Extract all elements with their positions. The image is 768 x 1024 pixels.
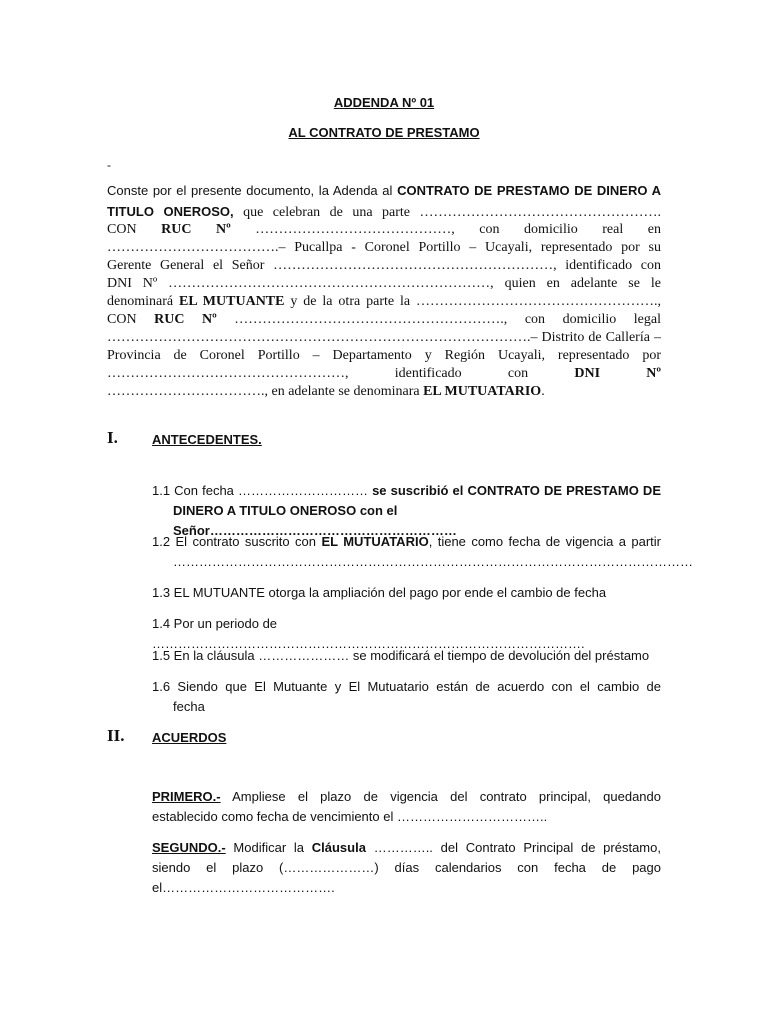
intro-line-12: ……………………………., en adelante se denominara EL MUTUATARIO. [107,384,545,399]
dash-mark: - [107,158,111,172]
document-subtitle: AL CONTRATO DE PRESTAMO [288,125,480,140]
antecedente-1-4: 1.4 Por un periodo de ………………………………………………………………………………………. [152,616,585,651]
intro-line-2: TITULO ONEROSO, que celebran de una parte ……………………………………………. [107,204,661,220]
intro-line-10: Provincia de Coronel Portillo – Departamento y Región Ucayali, representado por [107,348,661,363]
antecedente-1-2: 1.2 El contrato suscrito con EL MUTUATARIO, tiene como fecha de vigencia a partir ………………………………………………………………………………………………………… [152,534,693,569]
acuerdo-segundo: SEGUNDO.- Modificar la Cláusula ………….. del Contrato Principal de préstamo, siendo el plazo (…………………) días calendarios con fecha de pago el…………………………………. [152,840,661,895]
section-2-title: ACUERDOS [152,730,227,745]
primero-label: PRIMERO.- [152,789,221,804]
intro-line-5: Gerente General el Señor ……………………………………………………, identificado con [107,258,661,273]
document-title: ADDENDA Nº 01 [333,95,435,110]
antecedente-1-1: 1.1 Con fecha ………………………… se suscribió el CONTRATO DE PRESTAMO DE DINERO A TITULO ONEROSO con el Señor………………………………………………… [152,483,661,538]
section-2-number: II. [107,726,125,745]
antecedente-1-5: 1.5 En la cláusula ………………… se modificará el tiempo de devolución del préstamo [152,648,650,663]
intro-line-1: Conste por el presente documento, la Adenda al CONTRATO DE PRESTAMO DE DINERO A [107,183,661,198]
section-1-title: ANTECEDENTES. [152,432,262,447]
intro-line-8: CON RUC Nº …………………………………………………., con domicilio legal [107,312,661,327]
intro-line-3: CON RUC Nº ……………………………………, con domicilio real en [107,222,661,237]
section-1-number: I. [107,428,118,447]
intro-line-11: ……………………………………………, identificado con DNI Nº [107,366,661,381]
acuerdo-primero: PRIMERO.- Ampliese el plazo de vigencia del contrato principal, quedando establecido como fecha de vencimiento el …………………………….. [152,789,661,824]
intro-line-6: DNI Nº ……………………………………………………………, quien en adelante se le [107,276,661,291]
antecedente-1-3: 1.3 EL MUTUANTE otorga la ampliación del pago por ende el cambio de fecha [152,585,607,600]
intro-line-4: ……………………………….– Pucallpa - Coronel Portillo – Ucayali, representado por su [107,240,661,255]
segundo-label: SEGUNDO.- [152,840,226,855]
antecedente-1-6: 1.6 Siendo que El Mutuante y El Mutuatario están de acuerdo con el cambio de fecha [152,679,661,714]
intro-line-9: ……………………………………………………………………………….– Distrito de Callería – [107,330,661,345]
intro-line-7: denominará EL MUTUANTE y de la otra parte la ……………………………………………., [107,294,661,309]
